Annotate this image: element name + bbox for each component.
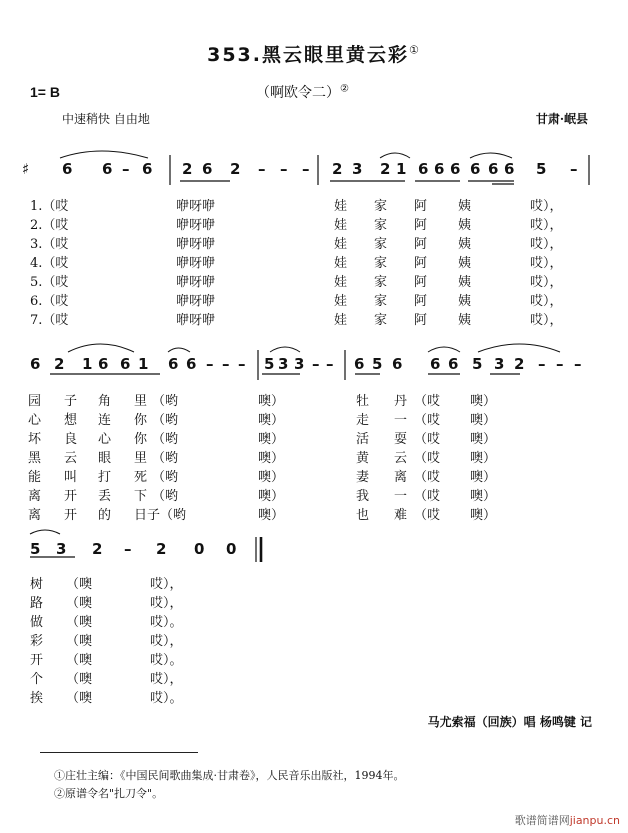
note: 1 [396,160,407,178]
note: 0 [226,540,237,558]
note: 3 [352,160,363,178]
note: 3 [294,355,305,373]
note: – [570,160,578,178]
note: – [124,540,132,558]
note: 2 [332,160,343,178]
note: – [122,160,130,178]
song-title: 353.黑云眼里黄云彩① [207,43,421,66]
note: 6 [168,355,179,373]
note: 6 [354,355,365,373]
note: 2 [182,160,193,178]
note: 2 [380,160,391,178]
region-label: 甘肃·岷县 [535,112,588,126]
note: 6 [30,355,41,373]
footnote: ①庄壮主编：《中国民间歌曲集成·甘肃卷》，人民音乐出版社，1994年。 [54,769,405,782]
note: 3 [56,540,67,558]
note: 2 [92,540,103,558]
note: – [206,355,214,373]
key-signature: 1= B [30,84,60,100]
note: 6 [504,160,515,178]
note: 2 [230,160,241,178]
footnote-divider [40,752,198,753]
note: – [326,355,334,373]
note: 6 [186,355,197,373]
note: – [312,355,320,373]
tempo-marking: 中速稍快 自由地 [62,112,150,126]
note: 2 [54,355,65,373]
note: – [238,355,246,373]
note: 6 [120,355,131,373]
note: 6 [470,160,481,178]
note: 6 [102,160,113,178]
note: 1 [82,355,93,373]
note: 6 [450,160,461,178]
note: 5 [472,355,483,373]
note: 5 [536,160,547,178]
note: – [574,355,582,373]
note: – [556,355,564,373]
note: 6 [418,160,429,178]
note: 0 [194,540,205,558]
note: 6 [62,160,73,178]
subtitle: （啊欧令二）② [256,83,349,101]
note: – [538,355,546,373]
performer-credit: 马尤索福（回族）唱 杨鸣键 记 [427,715,592,729]
note: 6 [142,160,153,178]
note: – [280,160,288,178]
note: 6 [434,160,445,178]
note: – [302,160,310,178]
note: 1 [138,355,149,373]
note: 2 [156,540,167,558]
note: 6 [430,355,441,373]
note: – [222,355,230,373]
note: – [258,160,266,178]
note: 3 [494,355,505,373]
note: 6 [202,160,213,178]
note: 6 [392,355,403,373]
note: 6 [448,355,459,373]
note: 5 [30,540,41,558]
note: 5 [264,355,275,373]
note: 5 [372,355,383,373]
breath-mark-icon: ♯ [22,160,30,178]
note: 2 [514,355,525,373]
footnote: ②原谱令名"扎刀令"。 [54,787,164,800]
note: 3 [278,355,289,373]
note: 6 [488,160,499,178]
watermark: 歌谱简谱网jianpu.cn [514,814,620,827]
note: 6 [98,355,109,373]
